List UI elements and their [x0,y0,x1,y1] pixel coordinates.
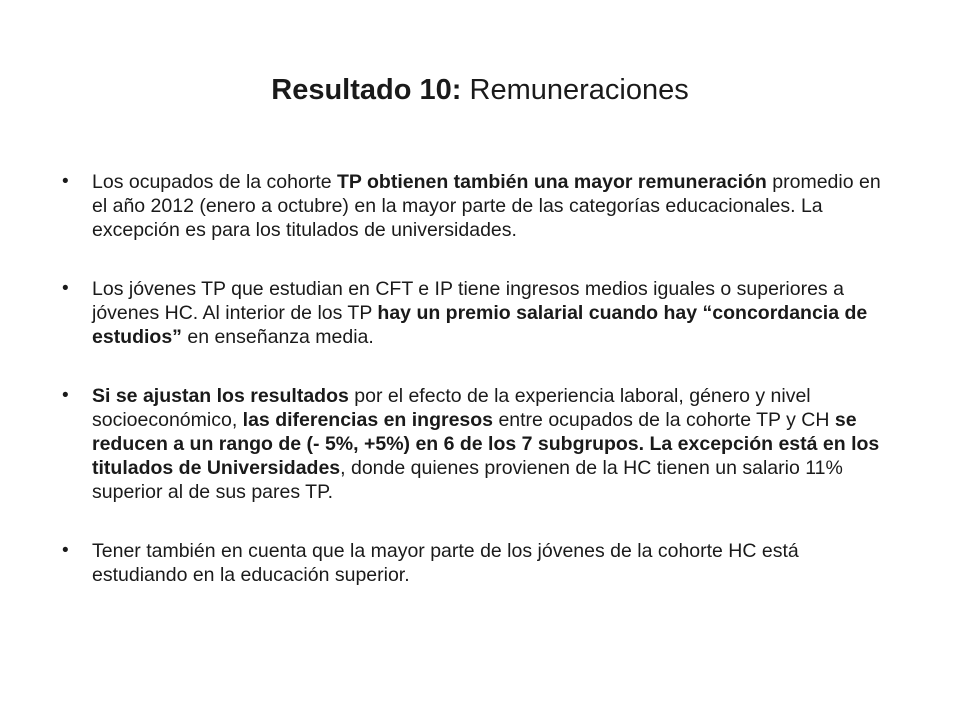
bullet-1-text: Los ocupados de la cohorte [92,171,338,193]
bullet-3-bold-2: las diferencias en ingresos [242,409,494,431]
bullet-icon: • [62,171,69,192]
bullet-icon: • [62,540,69,561]
bullet-1-bold: TP obtienen también una mayor remuneración [337,171,767,193]
slide-title [0,70,960,110]
bullet-list [62,170,892,622]
bullet-3-bold-3: se reducen a un rango de (- 5%, +5%) en 6 de los 7 subgrupos. La excepción está en los titulados de Universidades [92,409,880,479]
bullet-1-text-2: promedio en el año 2012 (enero a octubre) en la mayor parte de las categorías educacionales. La excepción es para los titulados de universidades. [92,171,881,241]
bullet-3-text-2: entre ocupados de la cohorte TP y CH [493,409,835,431]
bullet-icon: • [62,278,69,299]
bullet-icon: • [62,385,69,406]
bullet-2-text-2: en enseñanza media. [181,326,374,348]
bullet-4-text: Tener también en cuenta que la mayor parte de los jóvenes de la cohorte HC está estudiando en la educación superior. [92,540,799,586]
bullet-2-bold: hay un premio salarial cuando hay “concordancia de estudios” [92,302,868,348]
bullet-3-bold: Si se ajustan los resultados [92,385,349,407]
bullet-item-1 [62,170,892,242]
bullet-3-text: por el efecto de la experiencia laboral, género y nivel socioeconómico, [92,385,811,431]
bullet-item-3 [62,384,892,504]
bullet-item-4 [62,539,892,587]
title-rest: Remuneraciones [461,74,689,106]
bullet-item-2 [62,277,892,349]
bullet-3-text-3: , donde quienes provienen de la HC tienen un salario 11% superior al de sus pares TP. [92,457,843,503]
title-bold: Resultado 10: [271,74,462,106]
bullet-2-text: Los jóvenes TP que estudian en CFT e IP tiene ingresos medios iguales o superiores a jóvenes HC. Al interior de los TP [92,278,844,324]
